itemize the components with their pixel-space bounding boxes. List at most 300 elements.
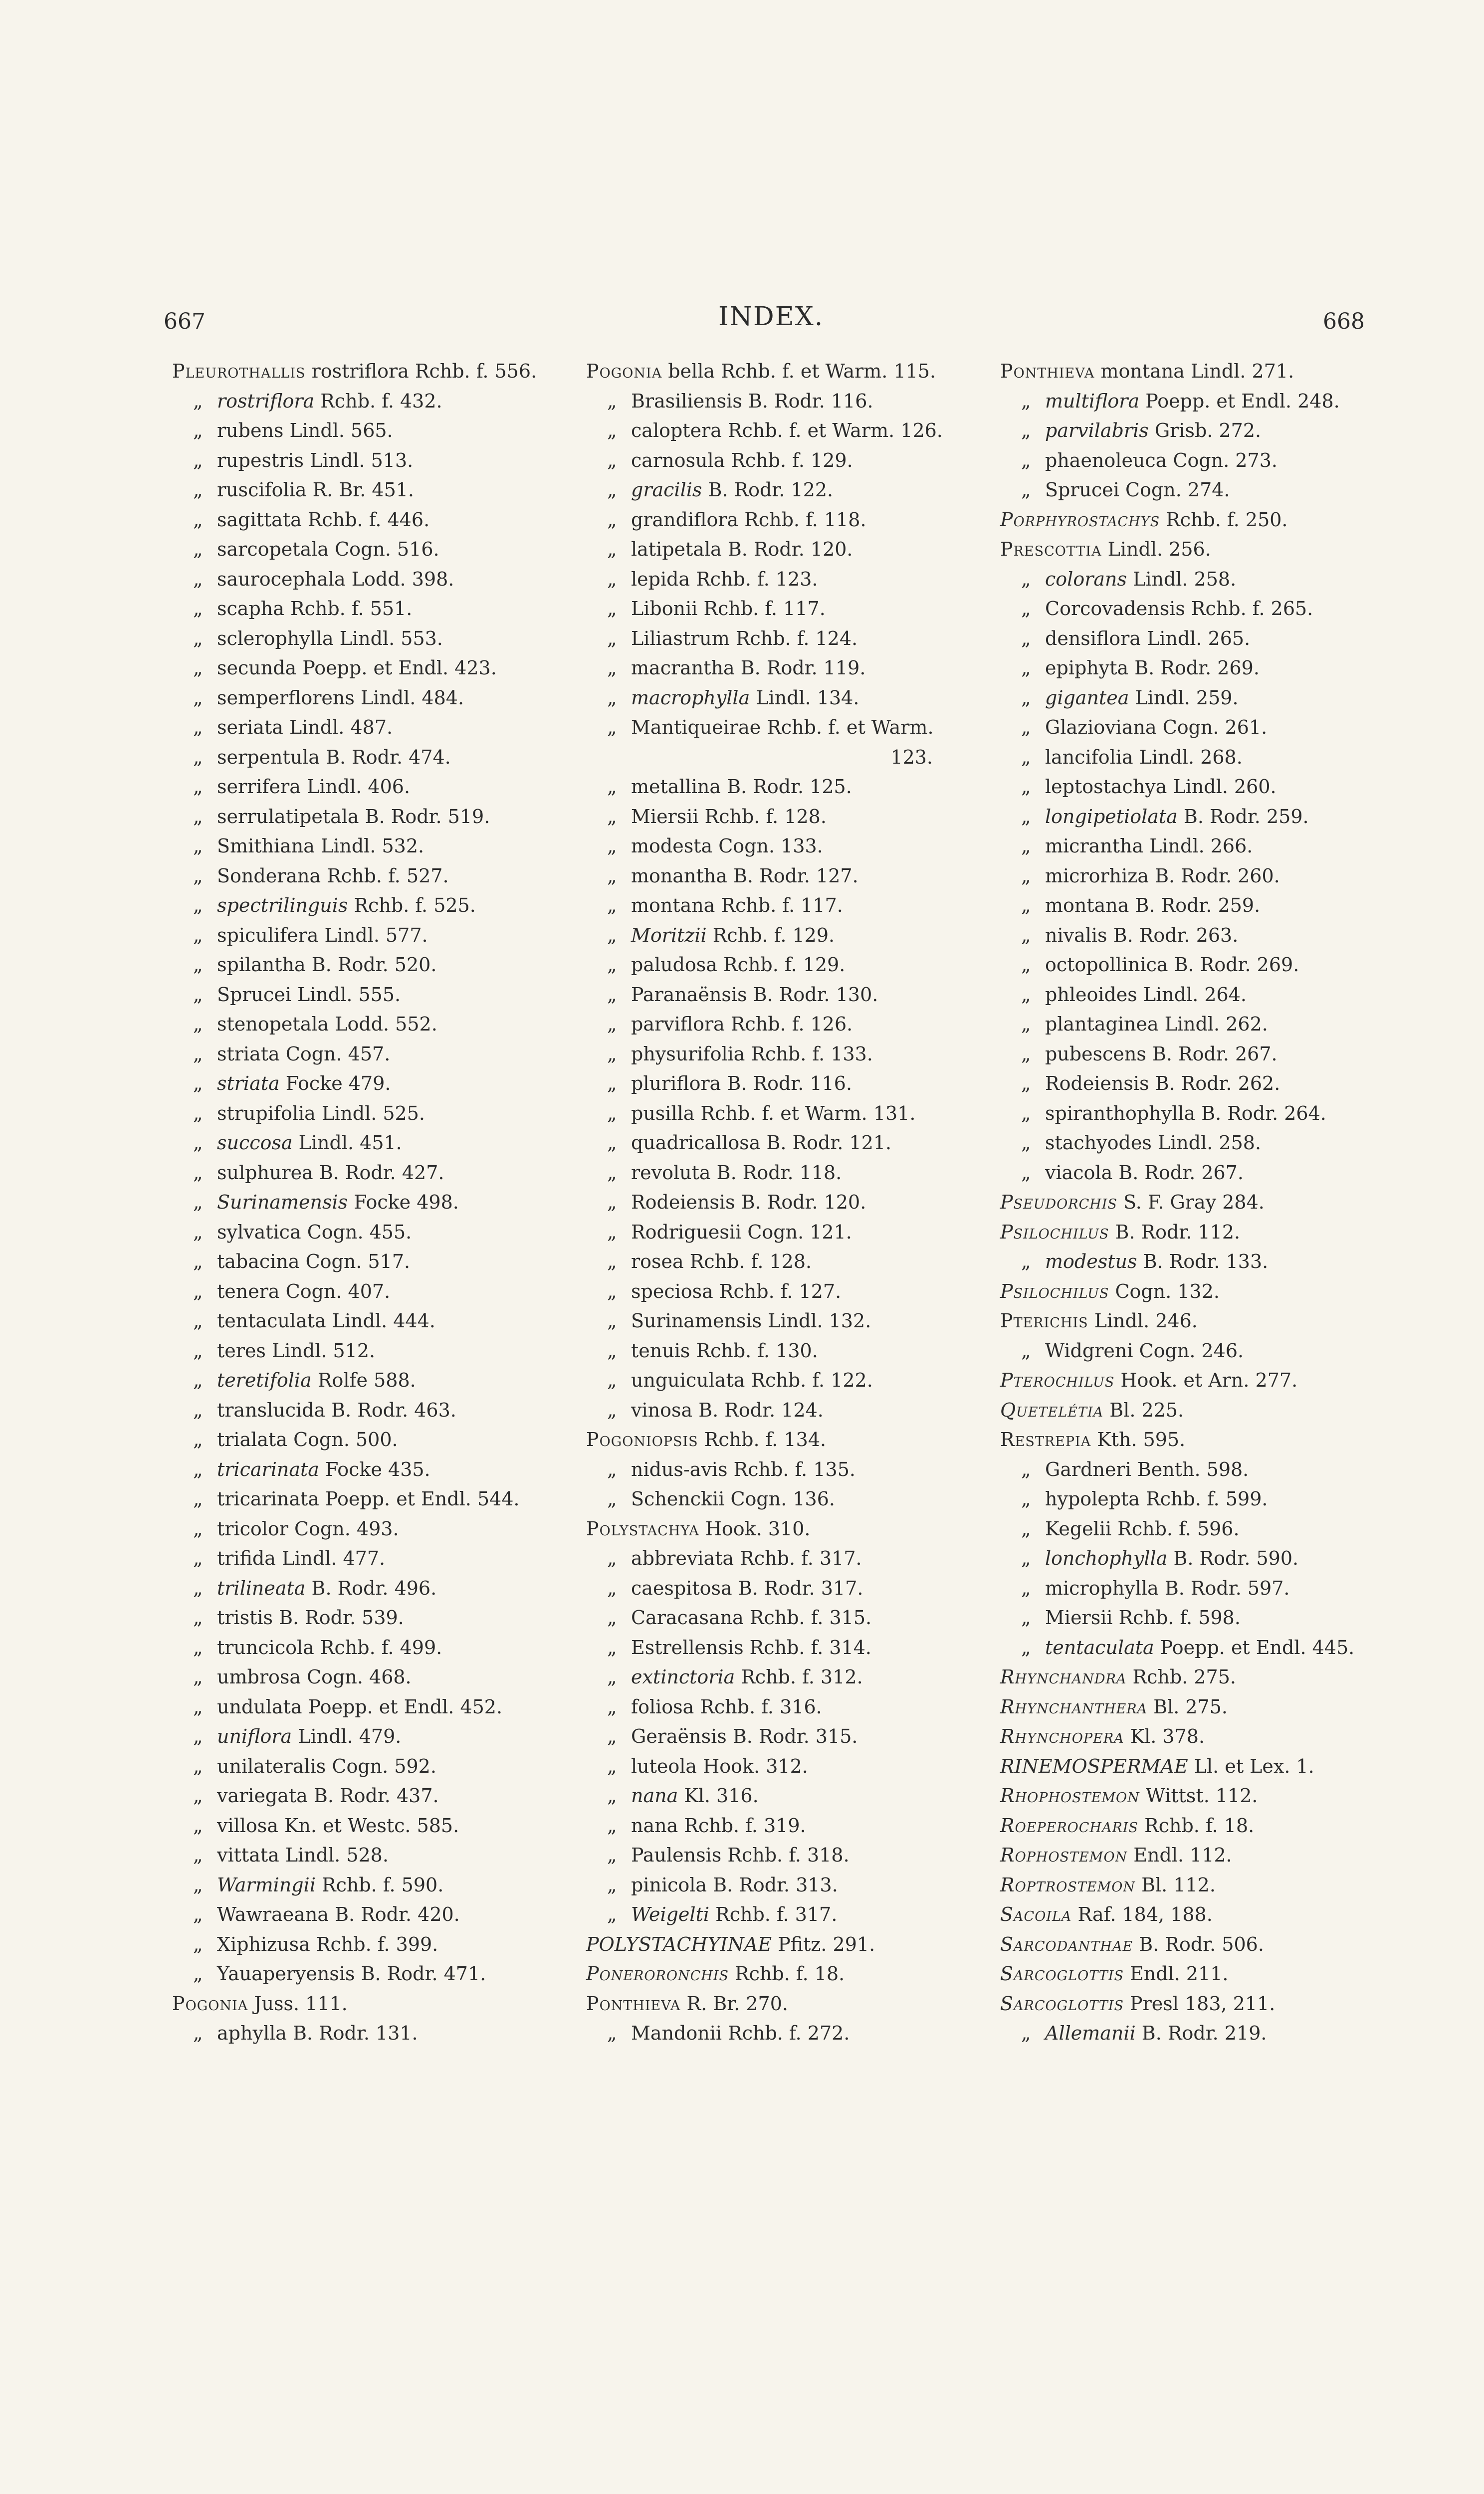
entry-citation: Cogn. 121.: [741, 1221, 852, 1243]
ditto-mark: „: [607, 954, 617, 976]
genus-name: Poneroronchis: [586, 1963, 729, 1985]
entry-citation: B. Rodr. 263.: [1107, 924, 1239, 946]
entry-citation: Lindl. 134.: [750, 686, 859, 709]
index-entry-species: [586, 387, 985, 416]
entry-citation: Lindl. 512.: [265, 1339, 376, 1362]
ditto-mark: „: [193, 627, 203, 649]
genus-name: Rhynchopera: [1000, 1725, 1124, 1747]
entry-citation: Rchb. f. 599.: [1140, 1488, 1268, 1510]
ditto-mark: „: [607, 479, 617, 501]
entry-citation: Lindl. 256.: [1101, 538, 1211, 560]
entry-citation: Lindl. 444.: [326, 1310, 435, 1332]
index-entry-species: [172, 1247, 571, 1277]
index-entry-species: [172, 1336, 571, 1366]
index-entry-species: [172, 1306, 571, 1336]
ditto-mark: „: [193, 449, 203, 471]
index-entry-species: [1000, 1633, 1429, 1663]
ditto-mark: „: [193, 1072, 203, 1094]
ditto-mark: „: [607, 1280, 617, 1302]
index-entry-species: [172, 1603, 571, 1633]
ditto-mark: „: [1021, 1577, 1031, 1599]
species-epithet: ruscifolia: [217, 479, 307, 501]
species-epithet: sylvatica: [217, 1221, 301, 1243]
entry-citation: Cogn. 261.: [1156, 716, 1268, 738]
index-entry-genus: [172, 1989, 571, 2019]
index-entry-species: [1000, 1158, 1429, 1188]
index-entry-species: [1000, 683, 1429, 713]
entry-citation: Lodd. 398.: [345, 568, 454, 590]
index-entry-species: [1000, 1010, 1429, 1039]
ditto-mark: „: [193, 1636, 203, 1659]
index-entry-species: [1000, 653, 1429, 683]
species-epithet: villosa: [217, 1814, 278, 1837]
entry-citation: B. Rodr. 597.: [1158, 1577, 1290, 1599]
ditto-mark: „: [607, 2022, 617, 2044]
index-entry-species: [1000, 921, 1429, 951]
species-epithet: unguiculata: [631, 1369, 745, 1391]
entry-citation: Cogn. 517.: [299, 1250, 411, 1272]
index-entry-species: [586, 1188, 985, 1218]
index-entry-species: [172, 1188, 571, 1218]
index-entry-species: [1000, 950, 1429, 980]
species-epithet: lepida: [631, 568, 690, 590]
index-entry-species: [1000, 1603, 1429, 1633]
species-epithet: seriata: [217, 716, 283, 738]
entry-citation: Rchb. f. 527.: [321, 864, 449, 887]
ditto-mark: „: [193, 1577, 203, 1599]
ditto-mark: „: [1021, 1339, 1031, 1362]
index-entry-species: [586, 1396, 985, 1426]
species-epithet: Liliastrum: [631, 627, 730, 649]
genus-name: Pogonia: [172, 1992, 248, 2015]
species-epithet: microphylla: [1045, 1577, 1159, 1599]
species-epithet: tricarinata: [217, 1488, 319, 1510]
entry-citation: Cogn. 132.: [1109, 1280, 1220, 1302]
ditto-mark: „: [607, 1102, 617, 1124]
entry-citation: B. Rodr. 133.: [1137, 1250, 1269, 1272]
entry-citation: Rchb. f. 124.: [729, 627, 858, 649]
ditto-mark: „: [193, 954, 203, 976]
entry-citation: Rchb. f. 316.: [694, 1695, 822, 1718]
index-entry-species: [172, 1069, 571, 1099]
species-epithet: tricarinata: [217, 1458, 319, 1480]
ditto-mark: „: [607, 1844, 617, 1866]
index-entry-species: [586, 1277, 985, 1307]
species-epithet: serpentula: [217, 746, 320, 768]
entry-citation: Cogn. 133.: [712, 835, 823, 857]
entry-citation: B. Rodr. 127.: [727, 864, 858, 887]
entry-citation: Rchb. f. 129.: [725, 449, 853, 471]
species-epithet: sarcopetala: [217, 538, 329, 560]
ditto-mark: „: [1021, 983, 1031, 1006]
ditto-mark: „: [1021, 686, 1031, 709]
entry-citation: B. Rodr. 317.: [732, 1577, 863, 1599]
entry-citation: Cogn. 274.: [1119, 479, 1230, 501]
genus-name: Pterichis: [1000, 1310, 1088, 1332]
species-epithet: caespitosa: [631, 1577, 732, 1599]
index-entry-species: [172, 1455, 571, 1485]
entry-citation: Rchb. f. 130.: [690, 1339, 818, 1362]
species-epithet: Gardneri: [1045, 1458, 1131, 1480]
entry-citation: B. Rodr. 131.: [286, 2022, 418, 2044]
species-epithet: rostriflora: [217, 390, 315, 412]
entry-citation: Endl. 211.: [1123, 1963, 1229, 1985]
entry-citation: Juss. 111.: [248, 1992, 348, 2015]
species-epithet: trifida: [217, 1547, 276, 1569]
species-epithet: Paulensis: [631, 1844, 722, 1866]
index-entry-species: [1000, 980, 1429, 1010]
entry-citation: Cogn. 500.: [287, 1429, 398, 1451]
genus-name: Psilochilus: [1000, 1221, 1109, 1243]
entry-citation: Rchb. f. 314.: [743, 1636, 872, 1659]
species-epithet: vinosa: [631, 1399, 693, 1421]
index-entry-species: [586, 1781, 985, 1811]
species-epithet: Yauaperyensis: [217, 1963, 355, 1985]
ditto-mark: „: [607, 1161, 617, 1184]
index-entry-species: [1000, 713, 1429, 743]
ditto-mark: „: [607, 776, 617, 798]
entry-citation: Grisb. 272.: [1148, 419, 1262, 441]
ditto-mark: „: [1021, 835, 1031, 857]
entry-citation: Lindl. 258.: [1127, 568, 1237, 590]
index-entry-genus: [1000, 1722, 1429, 1752]
genus-name: Ponthieva: [586, 1992, 681, 2015]
index-entry-species: [1000, 861, 1429, 891]
index-entry-species: [172, 1396, 571, 1426]
entry-citation: Bl. 275.: [1147, 1695, 1228, 1718]
ditto-mark: „: [1021, 479, 1031, 501]
species-epithet: nana: [631, 1785, 678, 1807]
entry-citation: Hook. 312.: [697, 1755, 808, 1777]
entry-citation: Rchb. f. 129.: [717, 954, 846, 976]
genus-name: Porphyrostachys: [1000, 508, 1160, 531]
species-epithet: montana: [631, 894, 715, 916]
page-number-right: 668: [1323, 309, 1365, 334]
index-entry-species: [586, 1692, 985, 1722]
genus-name: POLYSTACHYINAE: [586, 1933, 772, 1955]
species-epithet: phleoides: [1045, 983, 1137, 1006]
ditto-mark: „: [193, 1963, 203, 1985]
entry-citation: Rchb. f. 317.: [734, 1547, 862, 1569]
species-epithet: Miersii: [1045, 1607, 1113, 1629]
species-epithet: Sprucei: [217, 983, 291, 1006]
species-epithet: extinctoria: [631, 1666, 735, 1688]
index-entry-species: [172, 683, 571, 713]
species-epithet: Smithiana: [217, 835, 315, 857]
species-epithet: tricolor: [217, 1517, 288, 1540]
index-entry-species: [1000, 387, 1429, 416]
index-entry-species: [172, 594, 571, 624]
index-entry-species: [586, 1158, 985, 1188]
ditto-mark: „: [1021, 1013, 1031, 1035]
index-entry-species: [586, 1128, 985, 1158]
species-epithet: tristis: [217, 1607, 273, 1629]
genus-name: Rophostemon: [1000, 1844, 1128, 1866]
entry-citation: B. Rodr. 116.: [721, 1072, 852, 1094]
ditto-mark: „: [607, 627, 617, 649]
index-entry-genus: [1000, 1989, 1429, 2019]
species-epithet: Allemanii: [1045, 2022, 1136, 2044]
index-entry-genus: [1000, 1959, 1429, 1989]
species-epithet: variegata: [217, 1785, 308, 1807]
ditto-mark: „: [1021, 1042, 1031, 1065]
ditto-mark: „: [193, 508, 203, 531]
species-epithet: rosea: [631, 1250, 684, 1272]
entry-citation: Focke 435.: [319, 1458, 430, 1480]
index-entry-species: [586, 1218, 985, 1247]
ditto-mark: „: [193, 1607, 203, 1629]
species-epithet: Rodeiensis: [1045, 1072, 1149, 1094]
species-epithet: Sonderana: [217, 864, 321, 887]
index-entry-species: [586, 475, 985, 505]
entry-citation: Cogn. 516.: [329, 538, 439, 560]
entry-citation: Rchb. f. 117.: [697, 598, 826, 620]
index-entry-species: [172, 475, 571, 505]
ditto-mark: „: [607, 1666, 617, 1688]
ditto-mark: „: [1021, 894, 1031, 916]
index-entry-species: [586, 1633, 985, 1663]
entry-citation: B. Rodr. 427.: [313, 1161, 444, 1184]
page-number-left: 667: [164, 309, 206, 334]
entry-citation: Bl. 225.: [1103, 1399, 1184, 1421]
entry-citation: Lindl. 268.: [1133, 746, 1243, 768]
entry-citation: Rchb. f. et Warm. 131.: [694, 1102, 916, 1124]
entry-citation: B. Rodr. 506.: [1133, 1933, 1264, 1955]
ditto-mark: „: [607, 1873, 617, 1896]
species-epithet: abbreviata: [631, 1547, 734, 1569]
index-entry-species: [1000, 772, 1429, 802]
genus-name: Pterochilus: [1000, 1369, 1115, 1391]
species-epithet: Corcovadensis: [1045, 598, 1185, 620]
ditto-mark: „: [607, 1399, 617, 1421]
species-epithet: luteola: [631, 1755, 697, 1777]
ditto-mark: „: [193, 1517, 203, 1540]
index-entry-genus: [1000, 1900, 1429, 1930]
entry-citation: Rchb. f. 126.: [724, 1013, 853, 1035]
entry-citation: Rchb. f. 133.: [745, 1042, 873, 1065]
index-entry-species: [172, 1128, 571, 1158]
species-epithet: secunda: [217, 657, 297, 679]
entry-citation: Rchb. f. 118.: [738, 508, 866, 531]
ditto-mark: „: [193, 1339, 203, 1362]
entry-citation: Rchb. 275.: [1126, 1666, 1236, 1688]
index-entry-species: [1000, 446, 1429, 476]
species-epithet: uniflora: [217, 1725, 292, 1747]
entry-citation: B. Rodr. 315.: [726, 1725, 858, 1747]
species-epithet: rubens: [217, 419, 284, 441]
index-entry-species: [1000, 1039, 1429, 1069]
species-epithet: foliosa: [631, 1695, 694, 1718]
species-epithet: plantaginea: [1045, 1013, 1159, 1035]
entry-citation: Lindl. 525.: [315, 1102, 425, 1124]
entry-citation: B. Rodr. 474.: [320, 746, 451, 768]
species-epithet: Schenckii: [631, 1488, 725, 1510]
entry-citation: B. Rodr. 590.: [1167, 1547, 1299, 1569]
entry-citation: Rchb. f. 525.: [348, 894, 476, 916]
species-epithet: physurifolia: [631, 1042, 745, 1065]
entry-citation: Poepp. et Endl. 248.: [1139, 390, 1340, 412]
species-epithet: spectrilinguis: [217, 894, 348, 916]
species-epithet: Weigelti: [631, 1903, 709, 1925]
entry-citation: B. Rodr. 122.: [702, 479, 834, 501]
index-entry-species: [1000, 743, 1429, 773]
index-entry-species: [586, 921, 985, 951]
ditto-mark: „: [607, 1547, 617, 1569]
species-epithet: pusilla: [631, 1102, 695, 1124]
species-epithet: nana: [631, 1814, 678, 1837]
index-entry-genus: [1000, 357, 1429, 387]
entry-citation: Rchb. f. 135.: [727, 1458, 855, 1480]
entry-citation: B. Rodr. 520.: [305, 954, 437, 976]
entry-citation: Rchb. f. 399.: [310, 1933, 438, 1955]
species-epithet: tenuis: [631, 1339, 690, 1362]
species-epithet: tabacina: [217, 1250, 300, 1272]
entry-citation: Lindl. 246.: [1088, 1310, 1198, 1332]
entry-citation: B. Rodr. 496.: [305, 1577, 437, 1599]
index-entry-species: [1000, 831, 1429, 861]
ditto-mark: „: [193, 1458, 203, 1480]
entry-citation: Rchb. f. 317.: [709, 1903, 838, 1925]
ditto-mark: „: [1021, 1547, 1031, 1569]
index-entry-species: [172, 980, 571, 1010]
ditto-mark: „: [193, 657, 203, 679]
ditto-mark: „: [1021, 1607, 1031, 1629]
species-epithet: viacola: [1045, 1161, 1113, 1184]
ditto-mark: „: [1021, 1161, 1031, 1184]
species-epithet: leptostachya: [1045, 776, 1167, 798]
index-entry-species: [586, 1811, 985, 1841]
genus-name: Roeperocharis: [1000, 1814, 1138, 1837]
species-epithet: revoluta: [631, 1161, 711, 1184]
entry-citation: Cogn. 493.: [288, 1517, 399, 1540]
index-entry-species: [1000, 891, 1429, 921]
entry-citation: B. Rodr. 260.: [1148, 864, 1280, 887]
species-epithet: Moritzii: [631, 924, 707, 946]
index-entry-species: [1000, 1336, 1429, 1366]
index-entry-species: [586, 2019, 985, 2049]
index-entry-species: [1000, 1099, 1429, 1129]
index-entry-genus: [586, 1989, 985, 2019]
index-entry-genus: [1000, 1781, 1429, 1811]
ditto-mark: „: [193, 1429, 203, 1451]
genus-name: Rhynchanthera: [1000, 1695, 1148, 1718]
entry-citation: Endl. 112.: [1127, 1844, 1232, 1866]
ditto-mark: „: [193, 1221, 203, 1243]
genus-name: Sacoila: [1000, 1903, 1072, 1925]
ditto-mark: „: [1021, 1488, 1031, 1510]
species-epithet: lancifolia: [1045, 746, 1133, 768]
ditto-mark: „: [193, 924, 203, 946]
ditto-mark: „: [607, 1250, 617, 1272]
entry-citation: B. Rodr. 264.: [1195, 1102, 1326, 1124]
index-entry-species: [586, 624, 985, 654]
index-entry-species: [586, 1544, 985, 1574]
entry-citation: Cogn. 246.: [1133, 1339, 1244, 1362]
species-epithet: Estrellensis: [631, 1636, 744, 1659]
entry-citation: B. Rodr. 539.: [273, 1607, 404, 1629]
entry-citation: rostriflora Rchb. f. 556.: [305, 360, 537, 382]
ditto-mark: „: [607, 1132, 617, 1154]
species-epithet: undulata: [217, 1695, 302, 1718]
species-epithet: Warmingii: [217, 1873, 316, 1896]
index-entry-genus: [1000, 1752, 1429, 1782]
ditto-mark: „: [607, 1369, 617, 1391]
entry-citation: Rchb. f. 18.: [1138, 1814, 1255, 1837]
ditto-mark: „: [607, 983, 617, 1006]
ditto-mark: „: [193, 805, 203, 828]
species-epithet: stenopetala: [217, 1013, 329, 1035]
ditto-mark: „: [193, 1725, 203, 1747]
index-entry-species: [586, 802, 985, 832]
ditto-mark: „: [607, 1221, 617, 1243]
species-epithet: Paranaënsis: [631, 983, 747, 1006]
index-entry-species: [172, 1039, 571, 1069]
species-epithet: umbrosa: [217, 1666, 301, 1688]
genus-name: Prescottia: [1000, 538, 1102, 560]
ditto-mark: „: [607, 924, 617, 946]
ditto-mark: „: [1021, 627, 1031, 649]
entry-citation: Lindl. 451.: [292, 1132, 402, 1154]
ditto-mark: „: [607, 1636, 617, 1659]
entry-citation: Cogn. 468.: [301, 1666, 412, 1688]
ditto-mark: „: [193, 1755, 203, 1777]
species-epithet: caloptera: [631, 419, 722, 441]
index-entry-continuation: 123.: [890, 746, 933, 768]
index-entry-genus: [1000, 505, 1429, 535]
ditto-mark: „: [1021, 2022, 1031, 2044]
ditto-mark: „: [1021, 805, 1031, 828]
entry-citation: Focke 479.: [279, 1072, 391, 1094]
entry-citation: B. Rodr. 262.: [1149, 1072, 1280, 1094]
entry-citation: Rchb. f. 18.: [728, 1963, 845, 1985]
entry-citation: Lindl. 259.: [1129, 686, 1239, 709]
species-epithet: metallina: [631, 776, 721, 798]
ditto-mark: „: [607, 449, 617, 471]
species-epithet: nivalis: [1045, 924, 1107, 946]
index-entry-species: [586, 1455, 985, 1485]
index-entry-species: [172, 1218, 571, 1247]
species-epithet: pinicola: [631, 1873, 707, 1896]
entry-citation: Rchb. f. 596.: [1111, 1517, 1240, 1540]
index-entry-species: [1000, 1514, 1429, 1544]
genus-name: Rhynchandra: [1000, 1666, 1127, 1688]
index-entry-species: [586, 1752, 985, 1782]
ditto-mark: „: [193, 1250, 203, 1272]
genus-name: Sarcoglottis: [1000, 1963, 1124, 1985]
index-entry-genus: [586, 1425, 985, 1455]
species-epithet: macrantha: [631, 657, 735, 679]
ditto-mark: „: [1021, 1458, 1031, 1480]
index-entry-species: [172, 1692, 571, 1722]
species-epithet: speciosa: [631, 1280, 713, 1302]
entry-citation: B. Rodr. 219.: [1135, 2022, 1267, 2044]
index-entry-species: [586, 1484, 985, 1514]
species-epithet: nidus-avis: [631, 1458, 728, 1480]
genus-name: Ponthieva: [1000, 360, 1095, 382]
genus-name: Pogoniopsis: [586, 1429, 698, 1451]
species-epithet: sclerophylla: [217, 627, 334, 649]
species-epithet: pluriflora: [631, 1072, 721, 1094]
ditto-mark: „: [193, 479, 203, 501]
species-epithet: microrhiza: [1045, 864, 1149, 887]
index-entry-species: [172, 1870, 571, 1900]
entry-citation: R. Br. 270.: [680, 1992, 788, 2015]
entry-citation: B. Rodr. 269.: [1168, 954, 1299, 976]
ditto-mark: „: [193, 1903, 203, 1925]
entry-citation: Cogn. 273.: [1167, 449, 1277, 471]
index-entry-genus: [1000, 1930, 1429, 1960]
entry-citation: Lindl. 260.: [1167, 776, 1276, 798]
